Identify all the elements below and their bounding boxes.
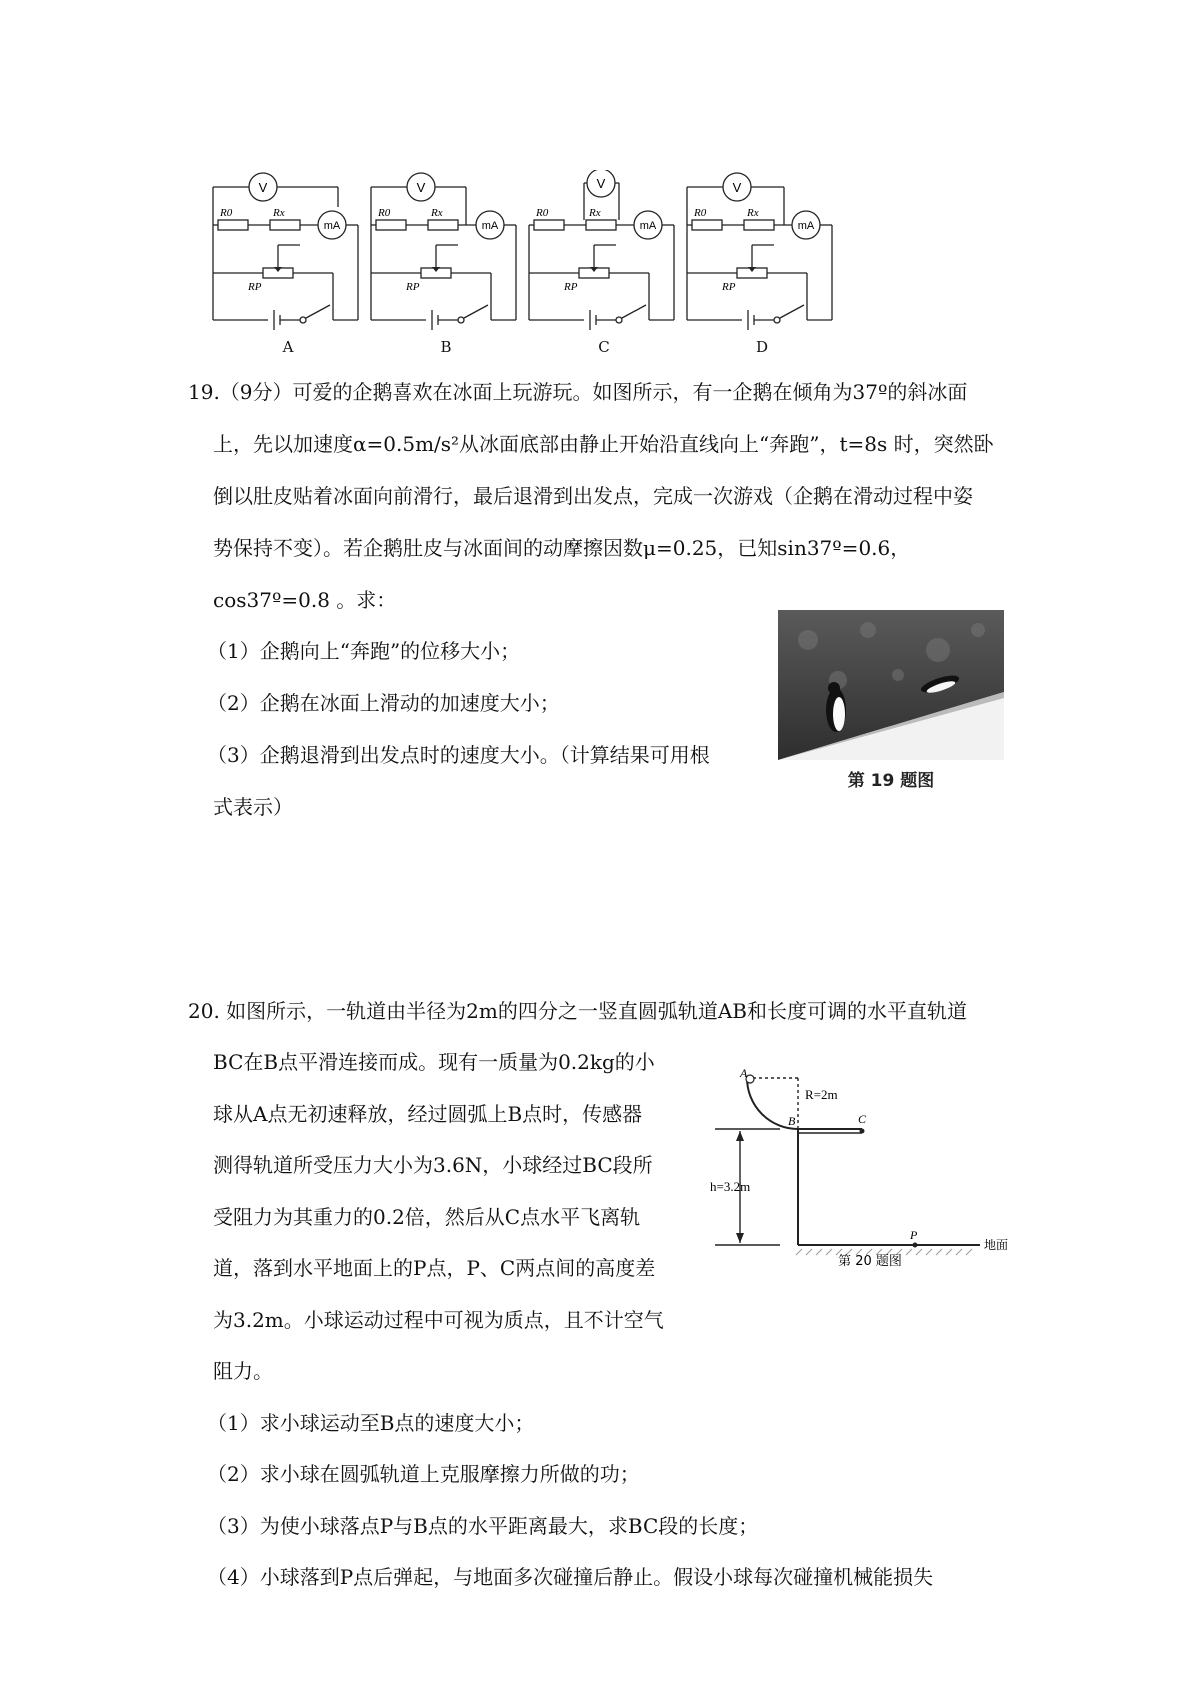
q19-line-3: 倒以肚皮贴着冰面向前滑行，最后退滑到出发点，完成一次游戏（企鹅在滑动过程中姿 [213,484,973,508]
q19-sub-1: （1）企鹅向上“奔跑”的位移大小； [207,639,521,663]
circuit-options [208,170,888,370]
q19-line-1: 19.（9分）可爱的企鹅喜欢在冰面上玩游玩。如图所示，有一企鹅在倾角为37º的斜冰面 [188,380,968,404]
q20-line-7: 为3.2m。小球运动过程中可视为质点，且不计空气 [213,1308,664,1332]
rx-label: Rx [589,207,601,219]
circuit-option-c [524,170,684,370]
rp-label: RP [564,281,578,293]
q19-line-4: 势保持不变）。若企鹅肚皮与冰面间的动摩擦因数μ=0.25，已知sin37º=0.6， [213,536,911,560]
r0-label: R0 [220,207,233,219]
q20-line-5: 受阻力为其重力的0.2倍，然后从C点水平飞离轨 [213,1205,641,1229]
q20-line-4: 测得轨道所受压力大小为3.6N，小球经过BC段所 [213,1153,653,1177]
circuit-label-a: A [282,338,294,356]
circuit-diagram [682,170,842,340]
circuit-option-a [208,170,368,370]
rx-label: Rx [431,207,443,219]
q19-line-2: 上，先以加速度α=0.5m/s²从冰面底部由静止开始沿直线向上“奔跑”，t=8s 时，突然卧 [213,432,994,456]
penguin-photo [778,610,1004,760]
label-a: A [740,1066,748,1080]
penguin-figure [778,610,1004,790]
q20-line-2: BC在B点平滑连接而成。现有一质量为0.2kg的小 [213,1050,655,1074]
q19-line-5: cos37º=0.8 。求： [213,588,397,612]
q20-line-6: 道，落到水平地面上的P点，P、C两点间的高度差 [213,1256,656,1280]
circuit-option-b [366,170,526,370]
r0-label: R0 [378,207,391,219]
voltmeter-label: V [732,180,742,195]
q19-sub-2: （2）企鹅在冰面上滑动的加速度大小； [207,691,560,715]
ammeter-label: mA [639,220,657,232]
circuit-diagram [208,170,368,340]
voltmeter-label: V [258,180,268,195]
q20-sub-4: （4）小球落到P点后弹起，与地面多次碰撞后静止。假设小球每次碰撞机械能损失 [207,1565,934,1589]
rp-label: RP [248,281,262,293]
figure-19-caption: 第 19 题图 [847,771,935,791]
circuit-label-b: B [440,338,452,356]
track-figure [710,1065,1040,1275]
rx-label: Rx [747,207,759,219]
q20-sub-2: （2）求小球在圆弧轨道上克服摩擦力所做的功； [207,1462,640,1486]
ammeter-label: mA [323,220,341,232]
voltmeter-label: V [416,180,426,195]
ammeter-label: mA [481,220,499,232]
radius-label: R=2m [805,1087,838,1102]
voltmeter-label: V [596,176,606,191]
q20-sub-1: （1）求小球运动至B点的速度大小； [207,1411,535,1435]
rp-label: RP [406,281,420,293]
label-p: P [910,1228,918,1242]
q19-sub-3-cont: 式表示） [213,795,293,819]
circuit-option-d [682,170,842,370]
circuit-label-c: C [598,338,610,356]
r0-label: R0 [536,207,549,219]
r0-label: R0 [694,207,707,219]
track-diagram [710,1065,1040,1275]
q20-line-3: 球从A点无初速释放，经过圆弧上B点时，传感器 [213,1102,643,1126]
ammeter-label: mA [797,220,815,232]
circuit-diagram [524,170,684,340]
rx-label: Rx [273,207,285,219]
label-c: C [858,1112,867,1126]
circuit-diagram [366,170,526,340]
q20-line-8: 阻力。 [213,1359,273,1383]
figure-20-caption: 第 20 题图 [838,1254,902,1269]
height-label: h=3.2m [710,1179,751,1194]
ground-label: 地面 [984,1238,1009,1252]
q20-line-1: 20. 如图所示，一轨道由半径为2m的四分之一竖直圆弧轨道AB和长度可调的水平直轨道 [188,999,967,1023]
q19-sub-3: （3）企鹅退滑到出发点时的速度大小。（计算结果可用根 [207,743,710,767]
label-b: B [788,1114,796,1128]
rp-label: RP [722,281,736,293]
q20-sub-3: （3）为使小球落点P与B点的水平距离最大，求BC段的长度； [207,1514,759,1538]
circuit-label-d: D [755,338,769,356]
